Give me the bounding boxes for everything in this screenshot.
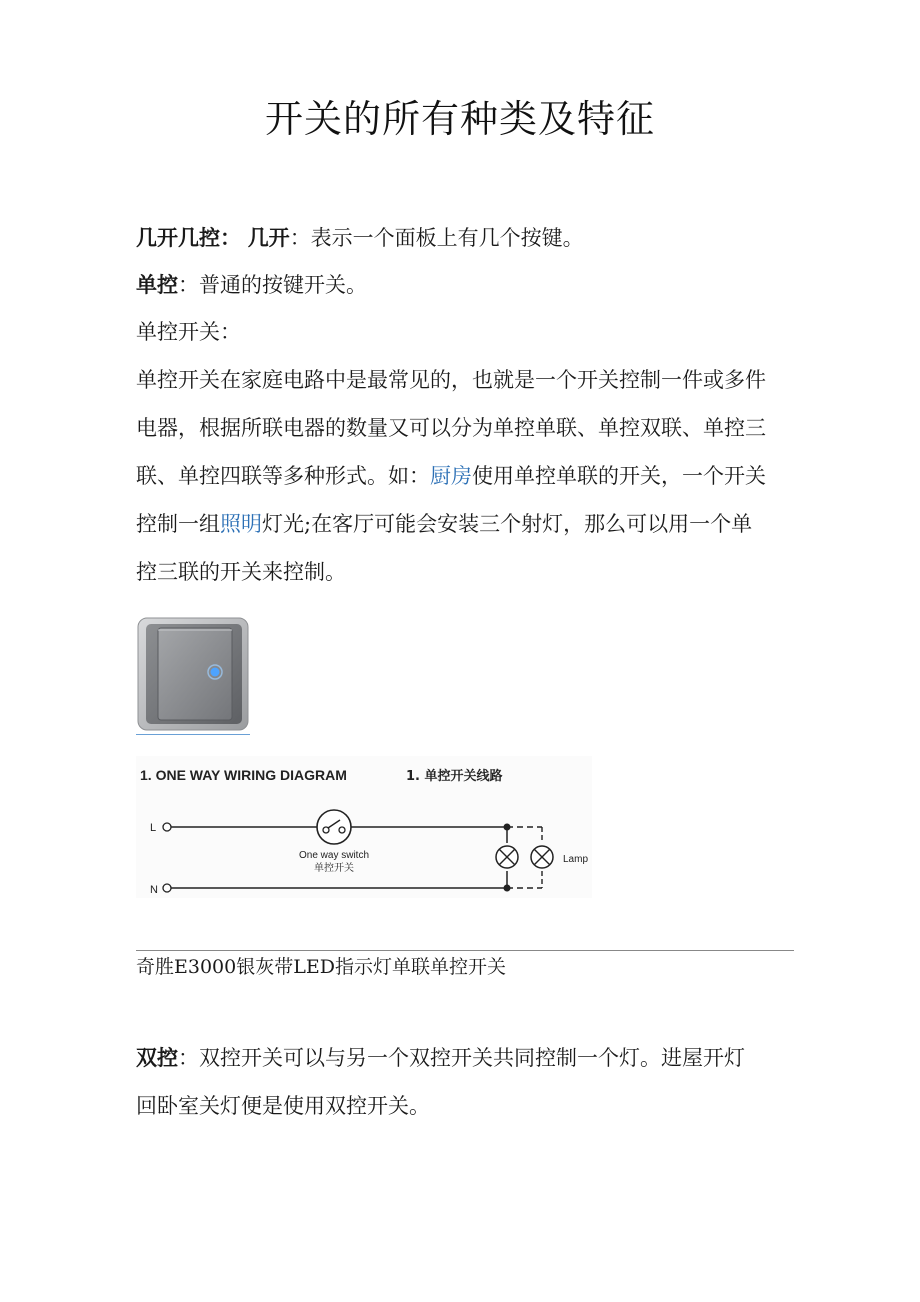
paragraph-single-switch-heading — [136, 308, 796, 356]
term-gang-control: 几开几控： — [136, 226, 241, 250]
body-line-2: 电器，根据所联电器的数量又可以分为单控单联、单控双联、单控三 — [136, 416, 766, 440]
kitchen-link[interactable]: 厨房 — [430, 464, 472, 488]
paragraph-switch-gangs — [136, 214, 796, 262]
term-single-control: 单控 — [136, 273, 178, 297]
body-line-3-end: 使用单控单联的开关，一个开关 — [472, 464, 766, 488]
label-neutral: N — [150, 884, 158, 896]
switch-label-zh: 单控开关 — [314, 863, 354, 874]
two-way-line-2: 回卧室关灯便是使用双控开关。 — [136, 1094, 430, 1118]
page-title: 开关的所有种类及特征 — [264, 97, 655, 141]
body-line-4-start: 控制一组 — [136, 512, 220, 536]
live-terminal — [163, 823, 171, 831]
neutral-terminal — [163, 884, 171, 892]
switch-product-image[interactable] — [136, 616, 250, 735]
label-live: L — [150, 822, 157, 834]
lamp-label: Lamp — [563, 854, 589, 865]
term-gang: 几开 — [247, 226, 290, 250]
switch-illustration — [136, 616, 250, 734]
body-line-1: 单控开关在家庭电路中是最常见的，也就是一个开关控制一件或多件 — [136, 368, 766, 392]
paragraph-two-way-control — [136, 1034, 796, 1130]
switch-contact-right — [339, 827, 345, 833]
switch-symbol-icon — [317, 810, 351, 844]
two-way-line-1-text: ：双控开关可以与另一个双控开关共同控制一个灯。进屋开灯 — [178, 1046, 745, 1070]
lighting-link[interactable]: 照明 — [220, 512, 262, 536]
single-control-definition: ：普通的按键开关。 — [178, 273, 367, 297]
two-way-line-1 — [136, 1034, 796, 1082]
body-line-5: 控三联的开关来控制。 — [136, 560, 346, 584]
wiring-diagram — [136, 756, 592, 898]
wiring-diagram-svg — [136, 756, 592, 898]
single-switch-heading: 单控开关： — [136, 320, 241, 344]
body-line-3 — [136, 452, 796, 500]
gang-definition: ：表示一个面板上有几个按键。 — [289, 226, 584, 250]
switch-label-en: One way switch — [298, 850, 370, 861]
body-line-3-start: 联、单控四联等多种形式。如： — [136, 464, 430, 488]
body-line-4 — [136, 500, 796, 548]
diagram-title-en: 1. ONE WAY WIRING DIAGRAM — [140, 767, 347, 783]
term-two-way-control: 双控 — [136, 1046, 178, 1070]
paragraph-single-switch-body — [136, 356, 796, 596]
paragraph-single-control — [136, 261, 796, 309]
body-line-4-end: 灯光;在客厅可能会安装三个射灯，那么可以用一个单 — [262, 512, 753, 536]
diagram-title-zh: 1. 单控开关线路 — [406, 769, 503, 784]
image-caption: 奇胜E3000银灰带LED指示灯单联单控开关 — [136, 956, 506, 978]
caption-divider — [136, 950, 794, 951]
